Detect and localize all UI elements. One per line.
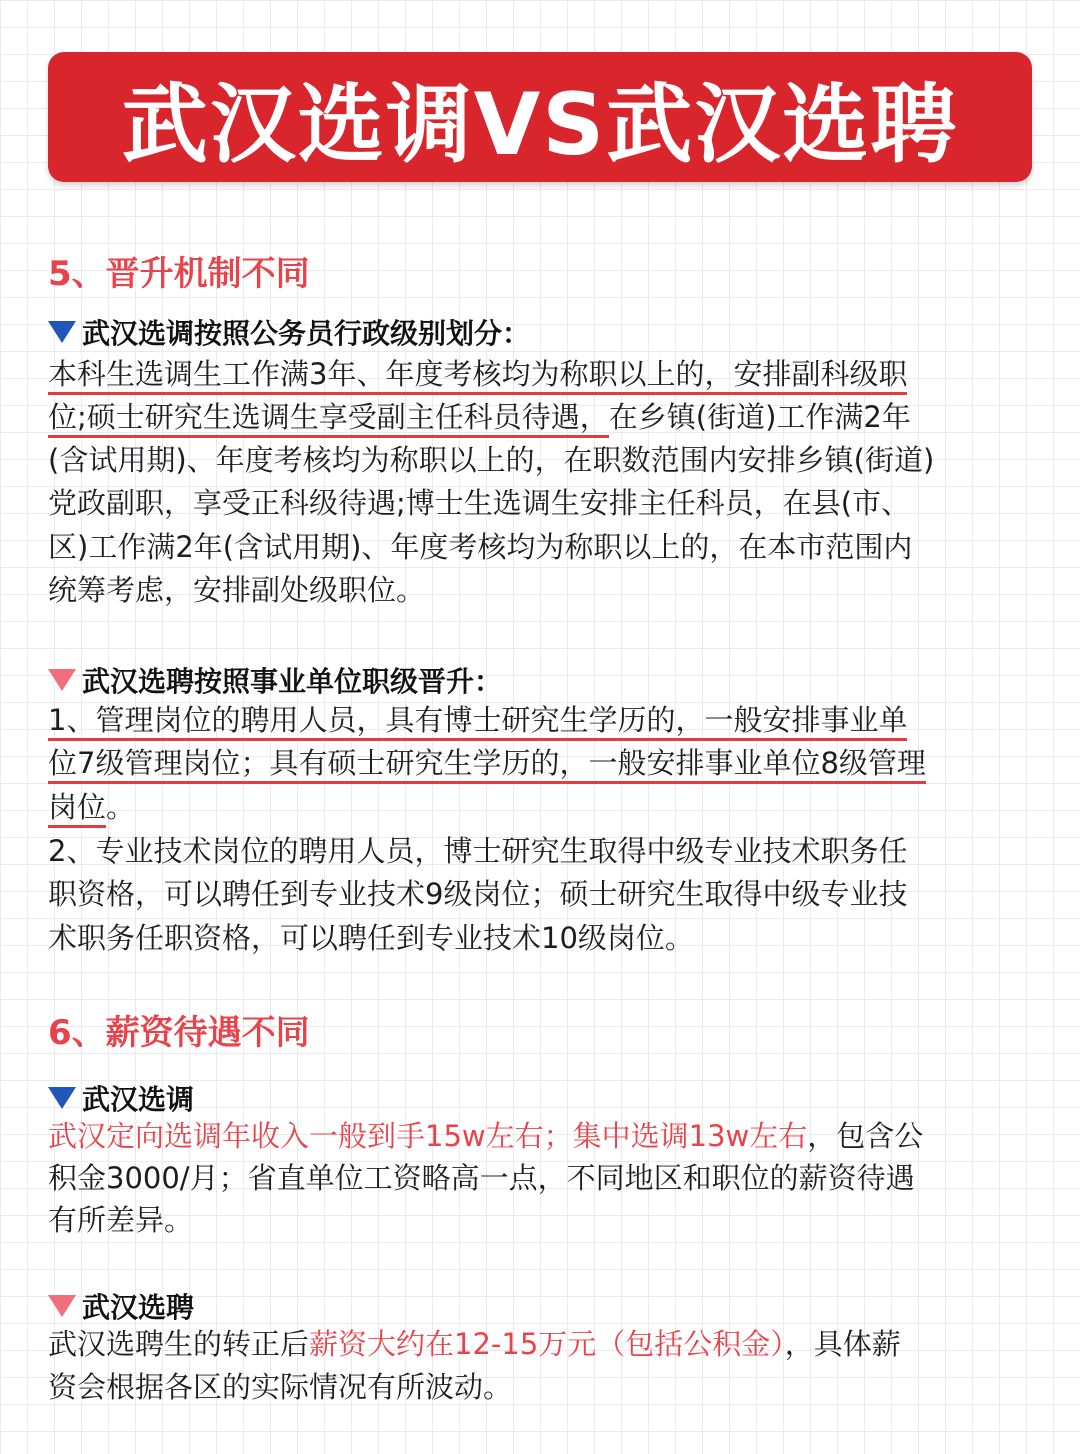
paragraph-text: 。 (106, 790, 136, 824)
paragraph-line (48, 742, 1032, 785)
highlight-text: 武汉定向选调年收入一般到手15w左右；集中选调13w左右 (48, 1119, 808, 1153)
xuanpin-salary-heading-text: 武汉选聘 (82, 1291, 195, 1324)
paragraph-text: 武汉选聘生的转正后 (48, 1327, 310, 1361)
paragraph-line (48, 1115, 1032, 1158)
paragraph-line: 资会根据各区的实际情况有所波动。 (48, 1370, 513, 1404)
paragraph-line: 统筹考虑，安排副处级职位。 (48, 573, 426, 607)
paragraph-line: 党政副职，享受正科级待遇;博士生选调生安排主任科员，在县(市、 (48, 486, 911, 520)
title-banner (48, 52, 1032, 182)
paragraph-line: 2、专业技术岗位的聘用人员，博士研究生取得中级专业技术职务任 (48, 834, 908, 868)
paragraph-text: ，具体薪 (784, 1327, 901, 1361)
xuanpin-salary-heading (48, 1286, 194, 1326)
xuandiao-salary-heading (48, 1078, 194, 1118)
underlined-text: 位7级管理岗位；具有硕士研究生学历的，一般安排事业单位8级管理 (48, 746, 926, 784)
paragraph-line: 有所差异。 (48, 1203, 194, 1237)
triangle-down-icon (48, 1087, 76, 1109)
underlined-text: 1、管理岗位的聘用人员，具有博士研究生学历的，一般安排事业单 (48, 703, 907, 741)
paragraph-line: (含试用期)、年度考核均为称职以上的，在职数范围内安排乡镇(街道) (48, 443, 935, 477)
paragraph-line: 术职务任职资格，可以聘任到专业技术10级岗位。 (48, 921, 694, 955)
xuandiao-promotion-heading-text: 武汉选调按照公务员行政级别划分： (82, 317, 531, 350)
paragraph-line: 职资格，可以聘任到专业技术9级岗位；硕士研究生取得中级专业技 (48, 877, 908, 911)
section-5-heading: 5、晋升机制不同 (48, 254, 310, 294)
underlined-text: 位;硕士研究生选调生享受副主任科员待遇， (48, 400, 609, 438)
paragraph-line (48, 396, 1032, 439)
paragraph-line: 区)工作满2年(含试用期)、年度考核均为称职以上的，在本市范围内 (48, 530, 913, 564)
paragraph-line (48, 353, 1032, 396)
underlined-text: 岗位 (48, 790, 106, 828)
section-6-heading: 6、薪资待遇不同 (48, 1013, 310, 1053)
xuanpin-promotion-heading-text: 武汉选聘按照事业单位职级晋升： (82, 665, 503, 698)
underlined-text: 本科生选调生工作满3年、年度考核均为称职以上的，安排副科级职 (48, 357, 907, 395)
triangle-down-icon (48, 669, 76, 691)
triangle-down-icon (48, 321, 76, 343)
paragraph-line: 积金3000/月；省直单位工资略高一点，不同地区和职位的薪资待遇 (48, 1161, 915, 1195)
paragraph-text: 在乡镇(街道)工作满2年 (608, 400, 911, 434)
paragraph-line (48, 786, 1032, 829)
page-title: 武汉选调VS武汉选聘 (121, 75, 959, 175)
xuanpin-promotion-heading (48, 660, 502, 700)
triangle-down-icon (48, 1295, 76, 1317)
paragraph-line (48, 1323, 1032, 1366)
xuandiao-salary-heading-text: 武汉选调 (82, 1083, 195, 1116)
highlight-text: 薪资大约在12-15万元（包括公积金） (309, 1327, 785, 1361)
xuandiao-promotion-heading (48, 312, 530, 352)
paragraph-line (48, 699, 1032, 742)
paragraph-text: ，包含公 (807, 1119, 924, 1153)
